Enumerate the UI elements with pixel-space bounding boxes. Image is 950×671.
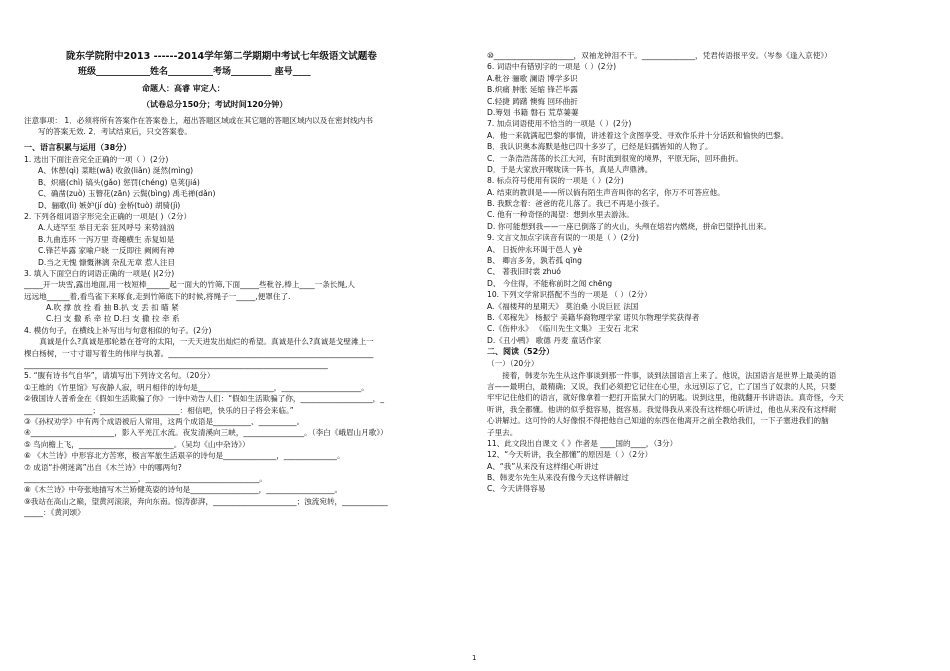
option-line: A．他一来就满起巴黎的事情，讲述着这个贪图享受、寻欢作乐并十分话跃和愉快的巴黎。 [487,130,789,140]
question-line: ②俄国诗人普希金在《假如生活欺骗了你》一诗中劝告人们：“假如生活欺骗了你，___________________，_ [24,394,385,404]
option-line: D. 你可能想到我——一座已倒落了的火山，头颅在熔岩内燃烧，拼命巴望挣扎出来。 [487,221,772,231]
option-line: C.《伤仲永》 《临川先生文集》 王安石 北宋 [487,324,639,334]
option-line: B.《邓稼先》 杨振宁 美籍华裔物理学家 诺贝尔物理学奖获得者 [487,312,700,322]
question-line: ⑨我站在高山之巅，望黄河滚滚，奔向东南。惊涛澎湃，______________________；浊流宛转，____________ [24,496,388,506]
option-line: A.秕谷 骊歌 澜语 博学多识 [487,73,578,83]
question-line: _____：《黄河颂》 [24,508,85,518]
option-line: D.筹划 书籍 磐石 荒草萋萋 [487,107,579,117]
question-line: ①王维的《竹里馆》写夜静人寂，明月相伴的诗句是____________________，_____________________。 [24,382,369,392]
question-line: ⑩_____________________，双袖龙钟泪不干。______________，凭君传语报平安。（岑参《逢入京使》） [487,51,832,60]
question-line: ⑧《木兰诗》中夸张地描写木兰矫健英姿的诗句是__________________，__________________。 [24,485,343,495]
right-column [487,50,927,495]
passage-line: 听讲，我全都懂。他讲的似乎挺容易，挺容易。我觉得我从来没有这样细心听讲过，他也从来没有这样耐 [487,404,837,414]
option-line: D.《丑小鸭》 歌德 丹麦 童话作家 [487,335,602,345]
option-line: C. 他有一种奇怪的渴望：想到水里去游泳。 [487,210,634,220]
option-line: D、骊歌(lì) 嫉妒(jí dù) 金桥(tuò) 胡骑(jì) [38,200,181,210]
option-line: C、 著我旧时裳 zhuó [487,267,561,277]
answer-line: ________________________________________________________________________________ [24,360,328,370]
option-line: B.九曲连环 一泻万里 奇趣横生 赤复如是 [38,234,175,244]
question-line: ⑦ 成语“扑朔迷离”出自《木兰诗》中的哪两句? [24,462,182,472]
question-line: 12、“今天听讲，我全都懂”的原因是（ ）（2分） [487,450,653,460]
option-line: B. 我默念着：爸爸的花儿落了。我已不再是小孩子。 [487,199,665,209]
option-line: B.炽痛 肿胀 延缩 锋芒毕露 [487,85,578,95]
exam-title: 陇东学院附中2013 ------2014学年第二学期期中考试七年级语文试题卷 [66,51,377,62]
question-line: ③《孙权劝学》中有两个成语被后人常用，这两个成语是__________、__________。 [24,416,305,426]
option-line: A、“我”从来没有这样细心听讲过 [487,461,599,471]
notes-line: 注意事项： 1．必须将所有答案作在答案卷上，超出答题区域或在其它题的答题区域内以及在密封线内书 [24,116,373,125]
passage-line: 言——最明白，最精确；又说，我们必须把它记住在心里，永远别忘了它，亡了国当了奴隶的人民，只要 [487,381,837,391]
passage-line: 心讲解过。这可怜的人好像恨不得把他自己知道的东西在他离开之前全教给我们，一下子塞进我们的脑 [487,416,829,426]
option-line: C、确凿(zuò) 玉簪花(zān) 云鬓(bìng) 禹毛禅(dǎn) [38,189,216,199]
option-line: D.当之无愧 慷慨淋漓 杂乱无章 惹人注目 [38,257,176,267]
option-line: C.锋芒毕露 家喻户晓 一反即往 阙阙有神 [38,246,175,256]
notes-line: 写的答案无效. 2．考试结束后，只交答案卷。 [38,127,192,137]
option-line: A、休憩(qì) 菜畦(wā) 收敛(liǎn) 涎然(mìng) [38,166,194,176]
question-line: 6. 词语中有错别字的一项是（ ）(2分) [487,62,617,72]
option-line: C．一条浩浩荡荡的长江大河，有时流到很宽的境界，平原无际，回环曲折。 [487,153,743,163]
passage-line: 接着，韩麦尔先生从这件事谈到那一件事，谈到法国语言上来了。他说，法国语言是世界上最美的语 [502,370,837,380]
option-line: D．于是大家放开喉咙读一阵书，真是人声鼎沸。 [487,164,653,174]
question-line: __________________；_____________________：相信吧，快乐的日子将会来临。” [24,405,294,415]
answer-line: ______________________________，______________________________。 [24,473,267,483]
student-info-line: 班级____________姓名__________考场_________ 座号____ [78,67,311,77]
question-line: 5. “腹有诗书气自华”，请填写出下列诗文名句。（20分） [24,371,215,381]
question-line: ⑤ 鸟向檐上飞，_________________________。（吴均《山中杂诗》） [24,439,250,449]
option-line: C.扫 支 撒 系 牵 拉 D.扫 支 撒 拉 牵 系 [46,314,180,324]
question-line: 9. 文言文加点字读音有误的一项是（ ）(2分) [487,233,639,243]
question-line: 3. 填入下面空白的词语正确的一项是( )(2分) [24,268,175,278]
question-line: 4. 模仿句子，在横线上补写出与句意相似的句子。(2分) [24,325,212,335]
option-line: B、 卿言多务，孰若孤 qīng [487,256,582,266]
subsection-heading: （一）（20分） [487,359,539,369]
option-line: C.轻捷 踌躇 懊悔 回环曲折 [487,96,578,106]
passage-line: 真诚是什么?真诚是那轮悬在苍穹的太阳，一天天进发出灿烂的希望。真诚是什么?真诚是戈壁滩上一 [39,337,374,347]
question-line: 7. 加点词语使用不恰当的一项是（ ）(2分) [487,119,632,129]
score-time-line: （试卷总分150分；考试时间120分钟） [142,100,288,109]
option-line: C、今天讲得容易 [487,484,546,494]
option-line: B、炽痛(chì) 镐头(gǎo) 惩罚(chéng) 皂荚(jiá) [38,177,200,187]
option-line: A.《福楼拜的星期天》 莫泊桑 小说巨匠 法国 [487,301,639,311]
option-line: B．我认识奥本海默是他已四十多岁了，已经是妇孺皆知的人物了。 [487,142,713,152]
option-line: B、韩麦尔先生从来没有像今天这样讲解过 [487,473,629,483]
option-line: D、 今住得，不能称前时之闻 chēng [487,278,613,288]
passage-line: 子里去。 [487,427,518,437]
question-line: ④______________________，影入平羌江水流。夜发清溪向三峡，________________。（李白《峨眉山月歌》） [24,428,388,438]
option-line: A.吹 撑 放 拴 看 抽 B.扒 支 丢 扣 瞄 紧 [46,303,179,313]
left-column [24,142,468,519]
option-line: A、 日扳仲永环谒于邑人 yè [487,244,583,254]
option-line: A. 结束的教训是——所以倘有陌生声音叫你的名字，你万不可答应他。 [487,187,725,197]
section-heading: 一、语言积累与运用（38分） [24,143,132,152]
passage-line: 棵白杨树，一寸寸谱写着生的伟岸与执著。______________________________________________________ [24,348,374,358]
author-line: 命题人：高睿 审定人： [142,84,225,93]
notes-block [24,115,468,138]
question-line: 1. 选出下面注音完全正确的一项（ ）(2分) [24,155,169,164]
page-number: 1 [472,654,477,662]
passage-line: 远远地______着,看鸟雀下来啄食,走到竹筛底下的时候,将绳子一_____,便罩住了. [24,291,291,301]
option-line: A.人迹罕至 举目无亲 狂风呼号 来势汹汹 [38,223,175,233]
question-line: 8. 标点符号使用有误的一项是（ ）(2分) [487,176,624,186]
section-heading: 二、阅读（52分） [487,347,555,357]
question-line: 2. 下列各组词语字形完全正确的一项是( )（2分） [24,211,192,221]
question-line: 11、此文段出自课文《 》作者是 ____国的____，（3分） [487,438,678,448]
question-line: ⑥ 《木兰诗》中形容北方苦寒，极言军旅生活艰辛的诗句是______________，______________。 [24,451,345,461]
passage-line: 牢牢记住他们的语言，就好像拿着一把打开监狱大门的钥匙。说到这里，他就翻开书讲语法。真奇怪，今天 [487,393,844,403]
passage-line: _____开一块雪,露出地面,用一枝短棒______起一面大的竹筛,下面_____些秕谷,棒上____一条长绳,人 [24,280,356,290]
question-line: 10. 下列文学常识搭配不当的一项是 （ ）（2分） [487,290,652,300]
